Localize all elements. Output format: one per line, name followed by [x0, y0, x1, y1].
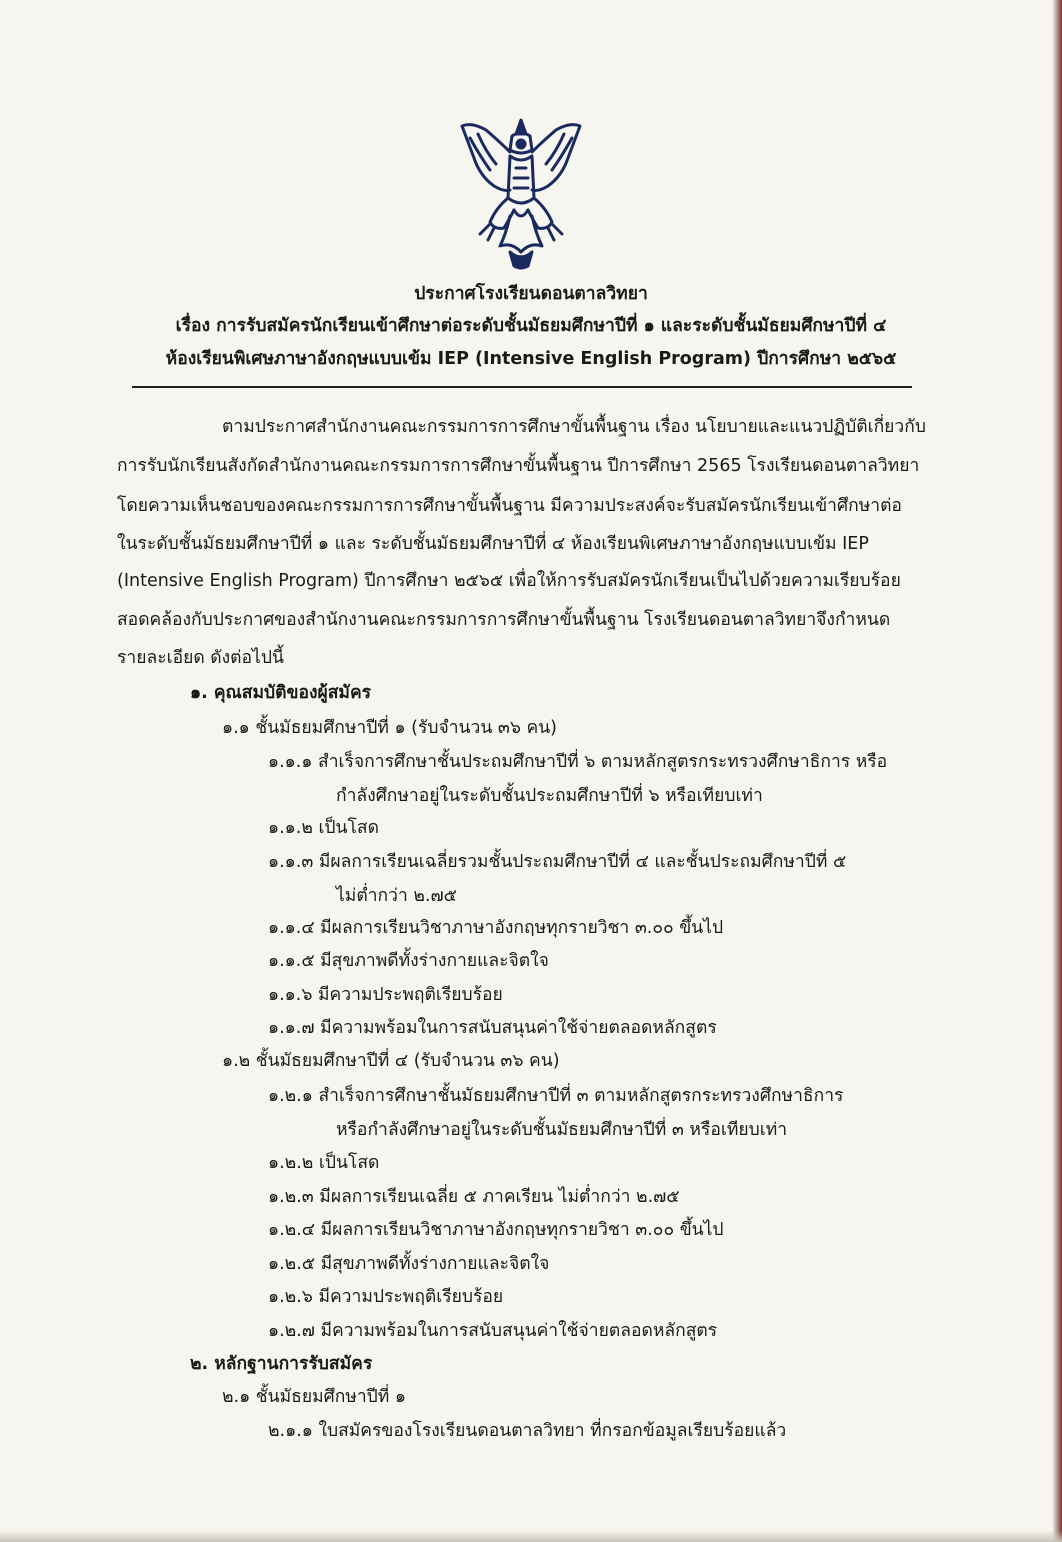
subsection-1-1-heading: ๑.๑ ชั้นมัธยมศึกษาปีที่ ๑ (รับจำนวน ๓๖ คน) — [222, 718, 557, 738]
intro-line: สอดคล้องกับประกาศของสำนักงานคณะกรรมการการศึกษาขั้นพื้นฐาน โรงเรียนดอนตาลวิทยาจึงกำหนด — [117, 610, 891, 630]
list-item: ๑.๒.๕ มีสุขภาพดีทั้งร่างกายและจิตใจ — [268, 1254, 550, 1274]
announcement-title: ประกาศโรงเรียนดอนตาลวิทยา — [414, 284, 648, 304]
list-item: ๑.๑.๒ เป็นโสด — [268, 818, 379, 838]
list-item-continuation: กำลังศึกษาอยู่ในระดับชั้นประถมศึกษาปีที่ ๖ หรือเทียบเท่า — [336, 786, 763, 806]
header-divider — [132, 386, 912, 388]
list-item-continuation: ไม่ต่ำกว่า ๒.๗๕ — [336, 886, 457, 906]
list-item: ๑.๒.๓ มีผลการเรียนเฉลี่ย ๕ ภาคเรียน ไม่ต่ำกว่า ๒.๗๕ — [268, 1187, 680, 1207]
list-item: ๒.๑.๑ ใบสมัครของโรงเรียนดอนตาลวิทยา ที่กรอกข้อมูลเรียบร้อยแล้ว — [268, 1421, 787, 1441]
page-edge-shadow — [0, 1530, 1062, 1542]
list-item: ๑.๒.๒ เป็นโสด — [268, 1153, 380, 1173]
intro-line: โดยความเห็นชอบของคณะกรรมการการศึกษาขั้นพื้นฐาน มีความประสงค์จะรับสมัครนักเรียนเข้าศึกษาต่อ — [117, 496, 902, 516]
announcement-program: ห้องเรียนพิเศษภาษาอังกฤษแบบเข้ม IEP (Intensive English Program) ปีการศึกษา ๒๕๖๕ — [165, 349, 897, 369]
section-1-heading: ๑. คุณสมบัติของผู้สมัคร — [190, 683, 372, 703]
list-item: ๑.๒.๑ สำเร็จการศึกษาชั้นมัธยมศึกษาปีที่ ๓ ตามหลักสูตรกระทรวงศึกษาธิการ — [268, 1086, 844, 1106]
list-item: ๑.๑.๑ สำเร็จการศึกษาชั้นประถมศึกษาปีที่ ๖ ตามหลักสูตรกระทรวงศึกษาธิการ หรือ — [268, 752, 888, 772]
list-item-continuation: หรือกำลังศึกษาอยู่ในระดับชั้นมัธยมศึกษาปีที่ ๓ หรือเทียบเท่า — [336, 1120, 788, 1140]
list-item: ๑.๒.๗ มีความพร้อมในการสนับสนุนค่าใช้จ่ายตลอดหลักสูตร — [268, 1321, 718, 1341]
intro-line: (Intensive English Program) ปีการศึกษา ๒๕๖๕ เพื่อให้การรับสมัครนักเรียนเป็นไปด้วยความเรียบร้อย — [117, 571, 901, 591]
intro-line: ในระดับชั้นมัธยมศึกษาปีที่ ๑ และ ระดับชั้นมัธยมศึกษาปีที่ ๔ ห้องเรียนพิเศษภาษาอังกฤษแบบเข้ม IEP — [117, 534, 869, 554]
page-edge-shadow — [1052, 0, 1062, 1542]
subsection-2-1-heading: ๒.๑ ชั้นมัธยมศึกษาปีที่ ๑ — [222, 1387, 406, 1407]
list-item: ๑.๑.๖ มีความประพฤติเรียบร้อย — [268, 985, 503, 1005]
intro-line: การรับนักเรียนสังกัดสำนักงานคณะกรรมการการศึกษาขั้นพื้นฐาน ปีการศึกษา 2565 โรงเรียนดอนตาลวิทยา — [117, 456, 920, 476]
intro-line: ตามประกาศสำนักงานคณะกรรมการการศึกษาขั้นพื้นฐาน เรื่อง นโยบายและแนวปฏิบัติเกี่ยวกับ — [222, 417, 926, 437]
list-item: ๑.๑.๗ มีความพร้อมในการสนับสนุนค่าใช้จ่ายตลอดหลักสูตร — [268, 1018, 717, 1038]
list-item: ๑.๑.๕ มีสุขภาพดีทั้งร่างกายและจิตใจ — [268, 951, 549, 971]
list-item: ๑.๑.๓ มีผลการเรียนเฉลี่ยรวมชั้นประถมศึกษาปีที่ ๔ และชั้นประถมศึกษาปีที่ ๕ — [268, 852, 847, 872]
announcement-subject: เรื่อง การรับสมัครนักเรียนเข้าศึกษาต่อระดับชั้นมัธยมศึกษาปีที่ ๑ และระดับชั้นมัธยมศึกษาปีที่ ๔ — [175, 316, 887, 336]
intro-line: รายละเอียด ดังต่อไปนี้ — [117, 648, 284, 668]
list-item: ๑.๑.๔ มีผลการเรียนวิชาภาษาอังกฤษทุกรายวิชา ๓.๐๐ ขึ้นไป — [268, 918, 724, 938]
list-item: ๑.๒.๖ มีความประพฤติเรียบร้อย — [268, 1287, 504, 1307]
section-2-heading: ๒. หลักฐานการรับสมัคร — [190, 1354, 373, 1374]
garuda-emblem-icon — [450, 112, 592, 274]
subsection-1-2-heading: ๑.๒ ชั้นมัธยมศึกษาปีที่ ๔ (รับจำนวน ๓๖ คน) — [222, 1051, 560, 1071]
list-item: ๑.๒.๔ มีผลการเรียนวิชาภาษาอังกฤษทุกรายวิชา ๓.๐๐ ขึ้นไป — [268, 1220, 724, 1240]
